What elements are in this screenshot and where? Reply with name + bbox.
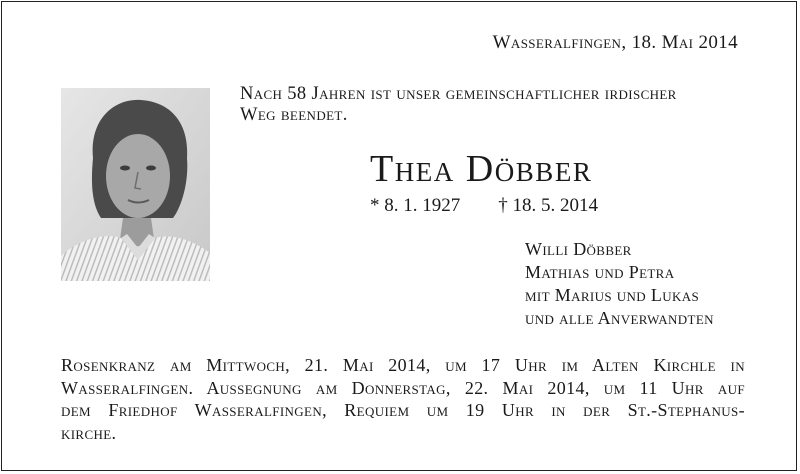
death-date: † 18. 5. 2014 bbox=[498, 195, 598, 216]
intro-text bbox=[240, 84, 750, 126]
obituary-notice bbox=[1, 1, 797, 471]
intro-line-1: Nach 58 Jahren ist unser gemeinschaftlicher irdischer bbox=[240, 84, 677, 104]
notice-line-4: kirche. bbox=[61, 422, 117, 443]
deceased-name: Thea Döbber bbox=[370, 148, 593, 190]
notice-line-1: Rosenkranz am Mittwoch, 21. Mai 2014, um 17 Uhr im Alten Kirchle in bbox=[61, 355, 745, 375]
mourner-line: Willi Döbber bbox=[525, 239, 632, 259]
mourner-line: und alle Anverwandten bbox=[525, 308, 714, 328]
mourner-line: mit Marius und Lukas bbox=[525, 285, 700, 305]
intro-line-2: Weg beendet. bbox=[240, 105, 348, 125]
service-notice bbox=[61, 354, 745, 444]
mourners-list bbox=[525, 238, 714, 330]
birth-date: * 8. 1. 1927 bbox=[370, 195, 461, 216]
notice-line-2: Wasseralfingen. Aussegnung am Donnerstag, 22. Mai 2014, um 11 Uhr auf bbox=[61, 377, 745, 398]
mourner-line: Mathias und Petra bbox=[525, 262, 675, 282]
place-date: Wasseralfingen, 18. Mai 2014 bbox=[492, 32, 738, 53]
life-dates bbox=[370, 195, 598, 217]
portrait-photo bbox=[61, 88, 210, 281]
notice-line-3: dem Friedhof Wasseralfingen, Requiem um 19 Uhr in der St.-Stephanus- bbox=[61, 400, 745, 420]
